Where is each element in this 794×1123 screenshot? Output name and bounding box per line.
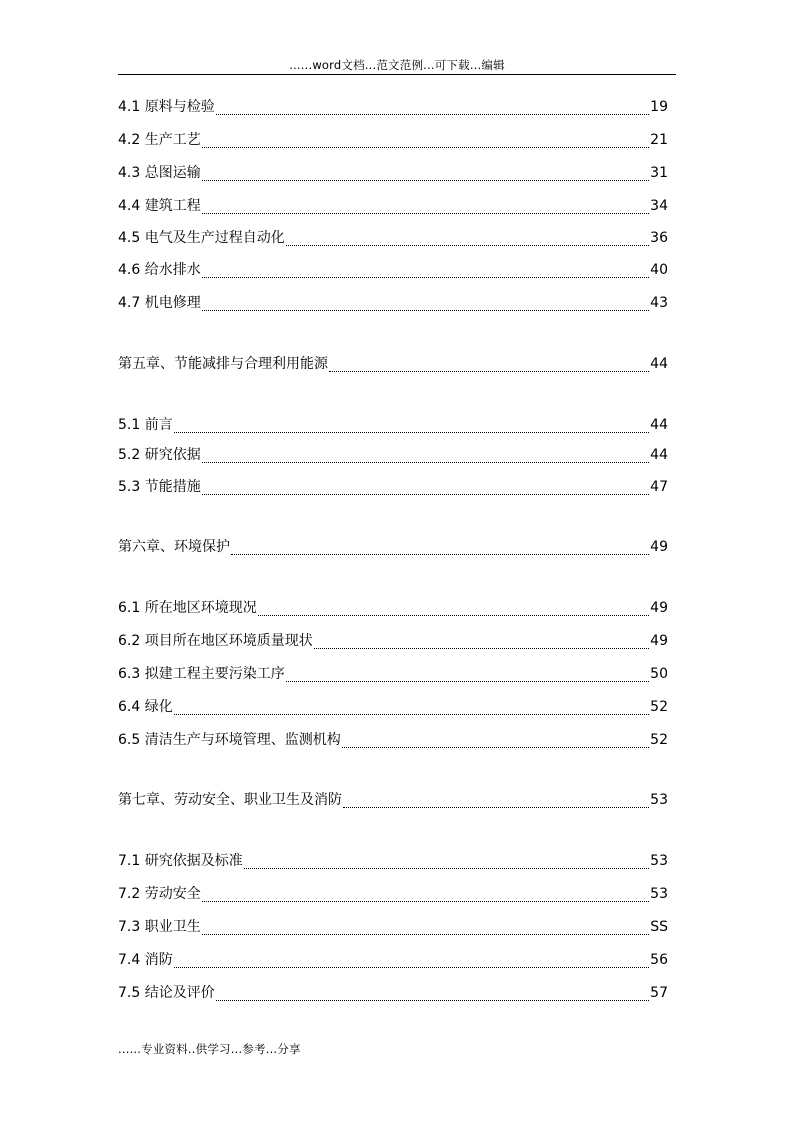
toc-dot-leader bbox=[244, 864, 649, 869]
page-footer: ......专业资料..供学习...参考...分享 bbox=[118, 1042, 301, 1056]
toc-entry-label: 6.3 拟建工程主要污染工序 bbox=[118, 666, 285, 682]
toc-dot-leader bbox=[202, 273, 649, 278]
toc-dot-leader bbox=[202, 143, 649, 148]
toc-chapter-label: 第五章、节能减排与合理利用能源 bbox=[118, 356, 328, 372]
toc-page-number: 21 bbox=[650, 132, 668, 148]
toc-page-number: 49 bbox=[650, 633, 668, 649]
toc-entry-label: 4.1 原料与检验 bbox=[118, 99, 215, 115]
toc-entry-7-4[interactable] bbox=[118, 949, 668, 971]
toc-entry-7-5[interactable] bbox=[118, 982, 668, 1004]
toc-dot-leader bbox=[202, 930, 650, 935]
toc-dot-leader bbox=[231, 550, 649, 555]
toc-page-number: 52 bbox=[650, 732, 668, 748]
toc-entry-6-2[interactable] bbox=[118, 630, 668, 652]
toc-entry-label: 7.2 劳动安全 bbox=[118, 886, 201, 902]
toc-entry-7-1[interactable] bbox=[118, 850, 668, 872]
toc-page-number: 19 bbox=[650, 99, 668, 115]
toc-dot-leader bbox=[174, 428, 649, 433]
toc-dot-leader bbox=[202, 897, 649, 902]
toc-entry-label: 7.1 研究依据及标准 bbox=[118, 853, 243, 869]
toc-entry-label: 6.1 所在地区环境现况 bbox=[118, 600, 257, 616]
toc-entry-label: 5.2 研究依据 bbox=[118, 447, 201, 463]
toc-chapter-6[interactable] bbox=[118, 536, 668, 558]
toc-dot-leader bbox=[202, 209, 649, 214]
toc-entry-6-5[interactable] bbox=[118, 729, 668, 751]
toc-dot-leader bbox=[174, 963, 649, 968]
toc-entry-5-2[interactable] bbox=[118, 444, 668, 466]
toc-entry-label: 5.1 前言 bbox=[118, 417, 173, 433]
toc-entry-4-3[interactable] bbox=[118, 162, 668, 184]
toc-page-number: 31 bbox=[650, 165, 668, 181]
toc-entry-label: 5.3 节能措施 bbox=[118, 479, 201, 495]
toc-page-number: 43 bbox=[650, 295, 668, 311]
toc-entry-label: 6.4 绿化 bbox=[118, 699, 173, 715]
toc-chapter-7[interactable] bbox=[118, 789, 668, 811]
toc-entry-label: 4.6 给水排水 bbox=[118, 262, 201, 278]
toc-entry-label: 7.3 职业卫生 bbox=[118, 919, 201, 935]
toc-entry-4-5[interactable] bbox=[118, 227, 668, 249]
toc-entry-label: 6.2 项目所在地区环境质量现状 bbox=[118, 633, 313, 649]
page-header: ......word文档...范文范例...可下载...编辑 bbox=[118, 56, 676, 75]
toc-entry-label: 4.4 建筑工程 bbox=[118, 198, 201, 214]
toc-dot-leader bbox=[202, 176, 649, 181]
toc-entry-7-3[interactable] bbox=[118, 916, 668, 938]
toc-entry-7-2[interactable] bbox=[118, 883, 668, 905]
toc-dot-leader bbox=[258, 611, 649, 616]
toc-entry-5-3[interactable] bbox=[118, 476, 668, 498]
toc-entry-4-4[interactable] bbox=[118, 195, 668, 217]
toc-entry-4-7[interactable] bbox=[118, 292, 668, 314]
toc-entry-6-3[interactable] bbox=[118, 663, 668, 685]
toc-page-number: 52 bbox=[650, 699, 668, 715]
toc-page-number: 49 bbox=[650, 539, 668, 555]
toc-dot-leader bbox=[314, 644, 649, 649]
toc-entry-label: 6.5 清洁生产与环境管理、监测机构 bbox=[118, 732, 341, 748]
toc-entry-6-1[interactable] bbox=[118, 597, 668, 619]
toc-entry-4-2[interactable] bbox=[118, 129, 668, 151]
toc-page-number: 47 bbox=[650, 479, 668, 495]
toc-dot-leader bbox=[286, 241, 649, 246]
toc-page-number: 53 bbox=[650, 853, 668, 869]
toc-page-number: 36 bbox=[650, 230, 668, 246]
toc-chapter-label: 第六章、环境保护 bbox=[118, 539, 230, 555]
toc-page-number: 40 bbox=[650, 262, 668, 278]
toc-entry-4-1[interactable] bbox=[118, 96, 668, 118]
toc-dot-leader bbox=[202, 458, 649, 463]
toc-entry-6-4[interactable] bbox=[118, 696, 668, 718]
toc-dot-leader bbox=[343, 803, 649, 808]
toc-dot-leader bbox=[286, 677, 649, 682]
toc-dot-leader bbox=[216, 996, 649, 1001]
toc-entry-label: 4.2 生产工艺 bbox=[118, 132, 201, 148]
toc-page-number: 56 bbox=[650, 952, 668, 968]
toc-page-number: 53 bbox=[650, 792, 668, 808]
toc-page-number: 57 bbox=[650, 985, 668, 1001]
toc-page-number: 53 bbox=[650, 886, 668, 902]
toc-entry-label: 4.3 总图运输 bbox=[118, 165, 201, 181]
toc-page-number: 44 bbox=[650, 417, 668, 433]
toc-page-number: 34 bbox=[650, 198, 668, 214]
toc-page-number: 49 bbox=[650, 600, 668, 616]
toc-entry-label: 7.5 结论及评价 bbox=[118, 985, 215, 1001]
toc-dot-leader bbox=[342, 743, 649, 748]
toc-dot-leader bbox=[202, 490, 649, 495]
toc-entry-4-6[interactable] bbox=[118, 259, 668, 281]
toc-entry-label: 4.5 电气及生产过程自动化 bbox=[118, 230, 285, 246]
toc-dot-leader bbox=[174, 710, 649, 715]
toc-chapter-5[interactable] bbox=[118, 353, 668, 375]
toc-entry-label: 7.4 消防 bbox=[118, 952, 173, 968]
toc-page-number: 44 bbox=[650, 356, 668, 372]
toc-page-number: 44 bbox=[650, 447, 668, 463]
toc-dot-leader bbox=[202, 306, 649, 311]
toc-entry-label: 4.7 机电修理 bbox=[118, 295, 201, 311]
toc-page-number: SS bbox=[650, 919, 668, 935]
toc-dot-leader bbox=[329, 367, 649, 372]
toc-dot-leader bbox=[216, 110, 649, 115]
toc-entry-5-1[interactable] bbox=[118, 414, 668, 436]
toc-page-number: 50 bbox=[650, 666, 668, 682]
toc-chapter-label: 第七章、劳动安全、职业卫生及消防 bbox=[118, 792, 342, 808]
